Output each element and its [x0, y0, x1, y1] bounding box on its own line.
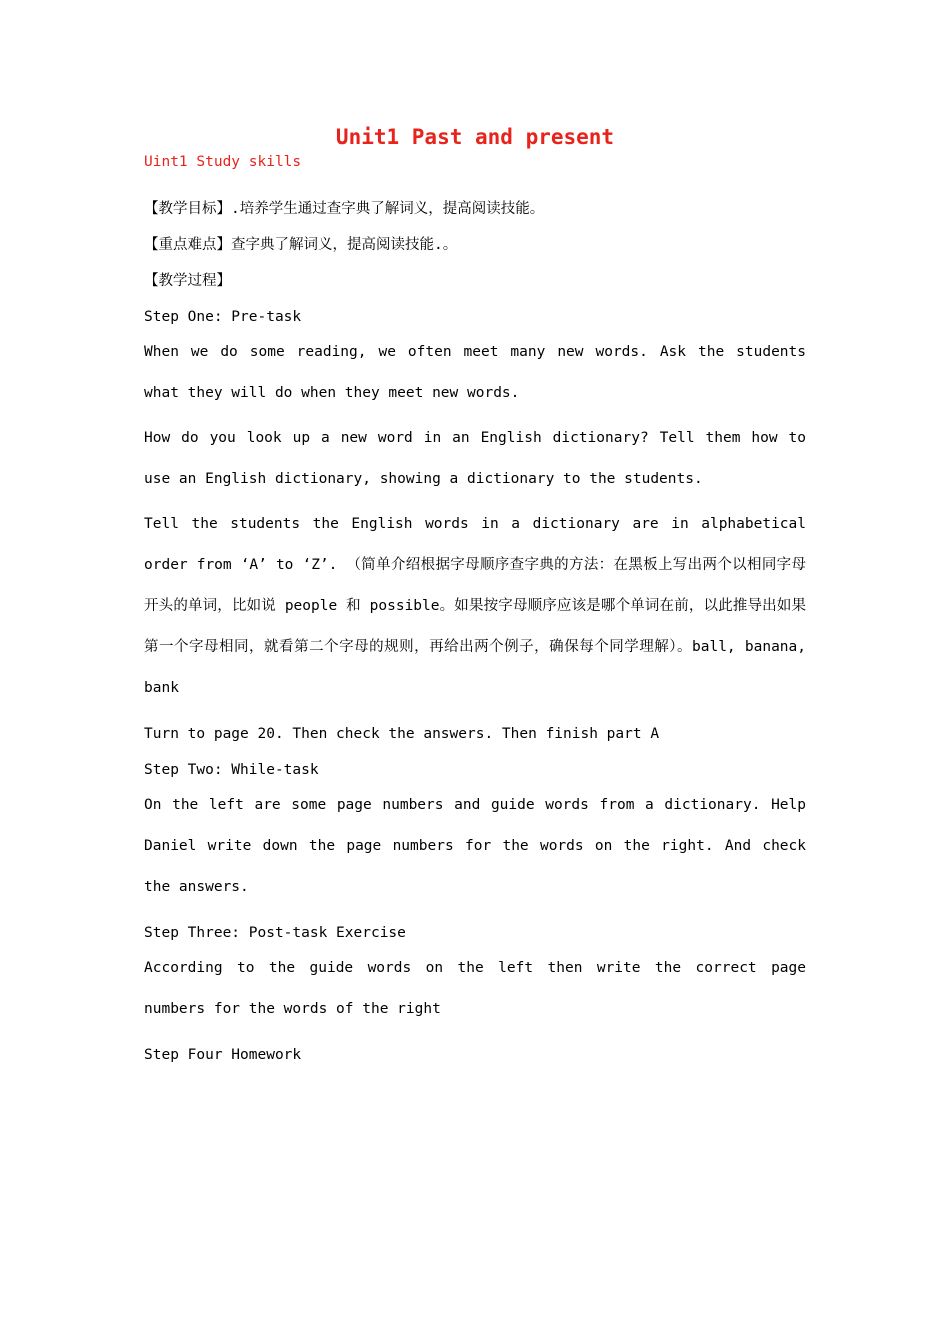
- document-title: Unit1 Past and present: [335, 125, 615, 149]
- paragraph: On the left are some page numbers and guide words from a dictionary. Help Daniel write down the page numbers for the words on the right. And check the answers.: [144, 797, 806, 895]
- key-points: 【重点难点】查字典了解词义，提高阅读技能.。: [144, 237, 458, 253]
- paragraph: Turn to page 20. Then check the answers. Then finish part A: [144, 726, 660, 742]
- step-three-heading: Step Three: Post-task Exercise: [144, 925, 406, 941]
- paragraph: When we do some reading, we often meet many new words. Ask the students what they will do when they meet new words.: [144, 344, 806, 401]
- paragraph: According to the guide words on the left then write the correct page numbers for the words of the right: [144, 960, 806, 1017]
- teaching-goal: 【教学目标】.培养学生通过查字典了解词义，提高阅读技能。: [144, 201, 545, 217]
- step-one-heading: Step One: Pre-task: [144, 309, 302, 325]
- paragraph: Tell the students the English words in a dictionary are in alphabetical order from ‘A’ to ‘Z’. （简单介绍根据字母顺序查字典的方法：在黑板上写出两个以相同字母开头的单词，比如说 people 和 possible。如果按字母顺序应该是哪个单词在前，以此推导出如果第一个字母相同，就看第二个字母的规则，再给出两个例子，确保每个同学理解）。ball, banana, bank: [144, 516, 806, 696]
- document-subtitle: Uint1 Study skills: [144, 154, 302, 170]
- teaching-process-heading: 【教学过程】: [144, 273, 231, 289]
- paragraph: How do you look up a new word in an English dictionary? Tell them how to use an English dictionary, showing a dictionary to the students.: [144, 430, 806, 487]
- step-four-heading: Step Four Homework: [144, 1047, 302, 1063]
- document-body: [144, 184, 806, 1066]
- step-two-heading: Step Two: While-task: [144, 762, 319, 778]
